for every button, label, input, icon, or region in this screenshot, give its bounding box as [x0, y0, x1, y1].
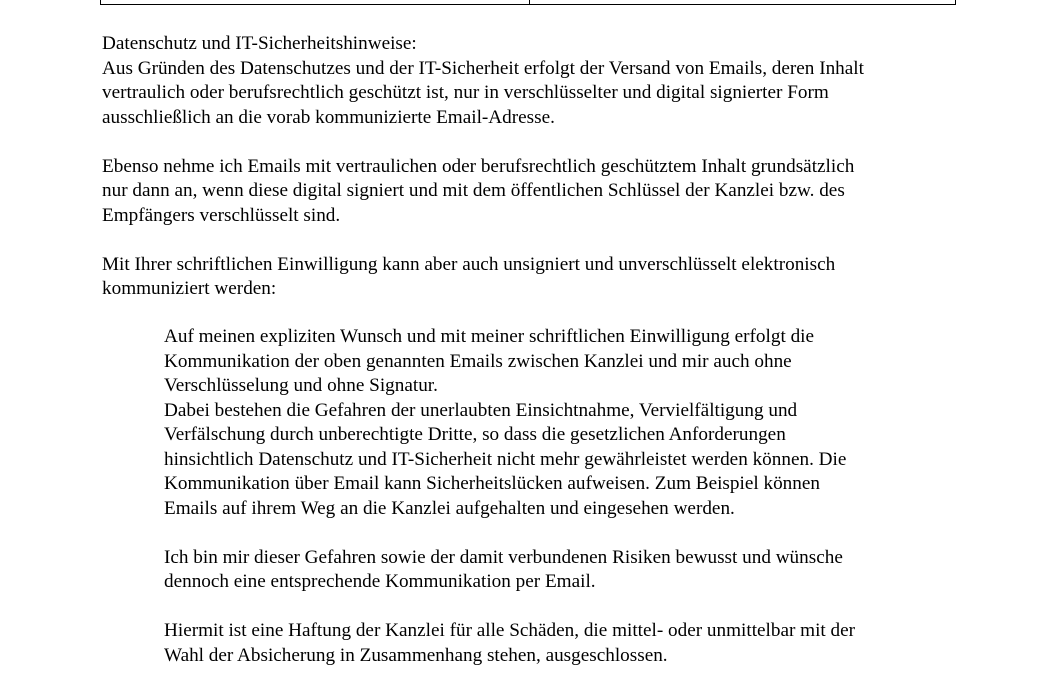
text-line: Kommunikation über Email kann Sicherheitslücken aufweisen. Zum Beispiel können	[164, 473, 820, 494]
section-heading: Datenschutz und IT-Sicherheitshinweise:	[102, 33, 417, 54]
text-line: Hiermit ist eine Haftung der Kanzlei für alle Schäden, die mittel- oder unmittelbar mit der	[164, 620, 856, 641]
text-line: Empfängers verschlüsselt sind.	[102, 204, 341, 226]
paragraph-2	[102, 155, 962, 229]
text-line: dennoch eine entsprechende Kommunikation per Email.	[164, 571, 596, 592]
text-line: Verschlüsselung und ohne Signatur.	[164, 375, 438, 396]
text-line: Ich bin mir dieser Gefahren sowie der damit verbundenen Risiken bewusst und wünsche	[164, 546, 843, 568]
text-line: ausschließlich an die vorab kommunizierte Email-Adresse.	[102, 106, 555, 128]
text-line: vertraulich oder berufsrechtlich geschützt ist, nur in verschlüsselter und digital signierter Form	[102, 82, 829, 103]
text-line: Kommunikation der oben genannten Emails zwischen Kanzlei und mir auch ohne	[164, 350, 792, 372]
text-line: Verfälschung durch unberechtigte Dritte, so dass die gesetzlichen Anforderungen	[164, 424, 786, 445]
text-line: Auf meinen expliziten Wunsch und mit meiner schriftlichen Einwilligung erfolgt die	[164, 326, 815, 347]
consent-block	[164, 325, 964, 693]
text-line: Wahl der Absicherung in Zusammenhang stehen, ausgeschlossen.	[164, 644, 668, 666]
consent-paragraph-3	[164, 546, 964, 595]
intro-paragraph	[102, 32, 962, 130]
text-line: kommuniziert werden:	[102, 278, 277, 299]
consent-paragraph-1	[164, 325, 964, 399]
text-line: Dabei bestehen die Gefahren der unerlaubten Einsichtnahme, Vervielfältigung und	[164, 399, 798, 421]
table-column-divider	[529, 0, 530, 4]
paragraph-3	[102, 253, 962, 302]
text-line: Aus Gründen des Datenschutzes und der IT-Sicherheit erfolgt der Versand von Emails, deren Inhalt	[102, 57, 864, 79]
consent-paragraph-2	[164, 399, 964, 522]
consent-paragraph-4	[164, 619, 964, 668]
text-line: nur dann an, wenn diese digital signiert und mit dem öffentlichen Schlüssel der Kanzlei bzw. des	[102, 180, 845, 201]
text-line: hinsichtlich Datenschutz und IT-Sicherheit nicht mehr gewährleistet werden können. Die	[164, 448, 847, 470]
main-text	[102, 32, 962, 326]
text-line: Mit Ihrer schriftlichen Einwilligung kann aber auch unsigniert und unverschlüsselt elektronisch	[102, 253, 836, 275]
text-line: Ebenso nehme ich Emails mit vertraulichen oder berufsrechtlich geschütztem Inhalt grundsätzlich	[102, 155, 855, 177]
text-line: Emails auf ihrem Weg an die Kanzlei aufgehalten und eingesehen werden.	[164, 497, 735, 519]
table-fragment	[100, 0, 956, 5]
